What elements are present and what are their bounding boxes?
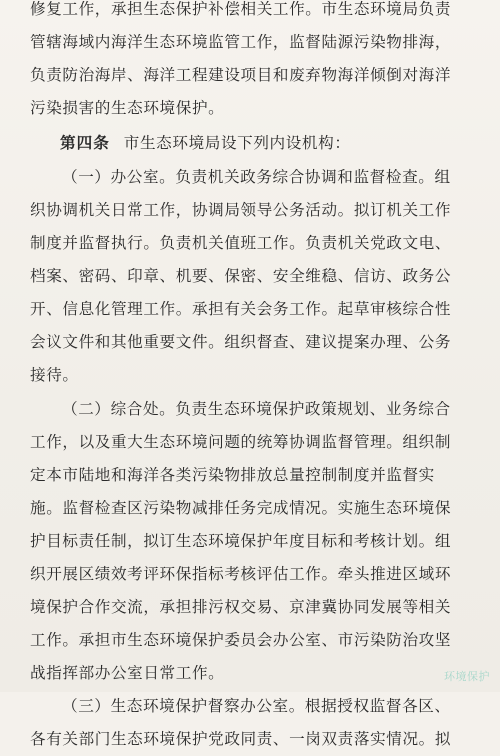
text-line: 污染损害的生态环境保护。 [30, 99, 225, 117]
text-line: 制度并监督执行。负责机关值班工作。负责机关党政文电、 [30, 234, 452, 252]
text-line: 织协调机关日常工作，协调局领导公务活动。拟订机关工作 [30, 201, 452, 219]
text-line: 修复工作，承担生态保护补偿相关工作。市生态环境局负责 [30, 0, 452, 18]
text-line: 各有关部门生态环境保护党政同责、一岗双责落实情况。拟 [30, 730, 452, 748]
watermark: 环境保护 [444, 670, 490, 683]
text-line: 工作，以及重大生态环境问题的统筹协调监督管理。组织制 [30, 433, 452, 451]
text-line: 护目标责任制，拟订生态环境保护年度目标和考核计划。组 [30, 532, 452, 550]
text-line: 负责防治海岸、海洋工程建设项目和废弃物海洋倾倒对海洋 [30, 66, 452, 84]
article-text: 市生态环境局设下列内设机构： [123, 134, 351, 152]
text-line: 管辖海域内海洋生态环境监管工作，监督陆源污染物排海， [30, 33, 452, 51]
article-4-line [0, 126, 500, 160]
text-line: 开、信息化管理工作。承担有关会务工作。起草审核综合性 [30, 300, 452, 318]
text-line: 境保护合作交流，承担排污权交易、京津冀协同发展等相关 [30, 598, 452, 616]
paragraph-start: （三）生态环境保护督察办公室。根据授权监督各区、 [62, 697, 451, 715]
text-line: 档案、密码、印章、机要、保密、安全维稳、信访、政务公 [30, 267, 452, 285]
text-line: 定本市陆地和海洋各类污染物排放总量控制制度并监督实 [30, 466, 435, 484]
paragraph-start: （一）办公室。负责机关政务综合协调和监督检查。组 [62, 168, 451, 186]
text-line: 织开展区绩效考评环保指标考核评估工作。牵头推进区域环 [30, 565, 452, 583]
text-line: 施。监督检查区污染物减排任务完成情况。实施生态环境保 [30, 499, 452, 517]
article-label: 第四条 [60, 133, 110, 152]
text-line: 会议文件和其他重要文件。组织督查、建议提案办理、公务 [30, 333, 452, 351]
text-line: 工作。承担市生态环境保护委员会办公室、市污染防治攻坚 [30, 631, 452, 649]
paragraph-start: （二）综合处。负责生态环境保护政策规划、业务综合 [62, 400, 451, 418]
text-line: 接待。 [30, 366, 79, 384]
text-line: 战指挥部办公室日常工作。 [30, 664, 225, 682]
